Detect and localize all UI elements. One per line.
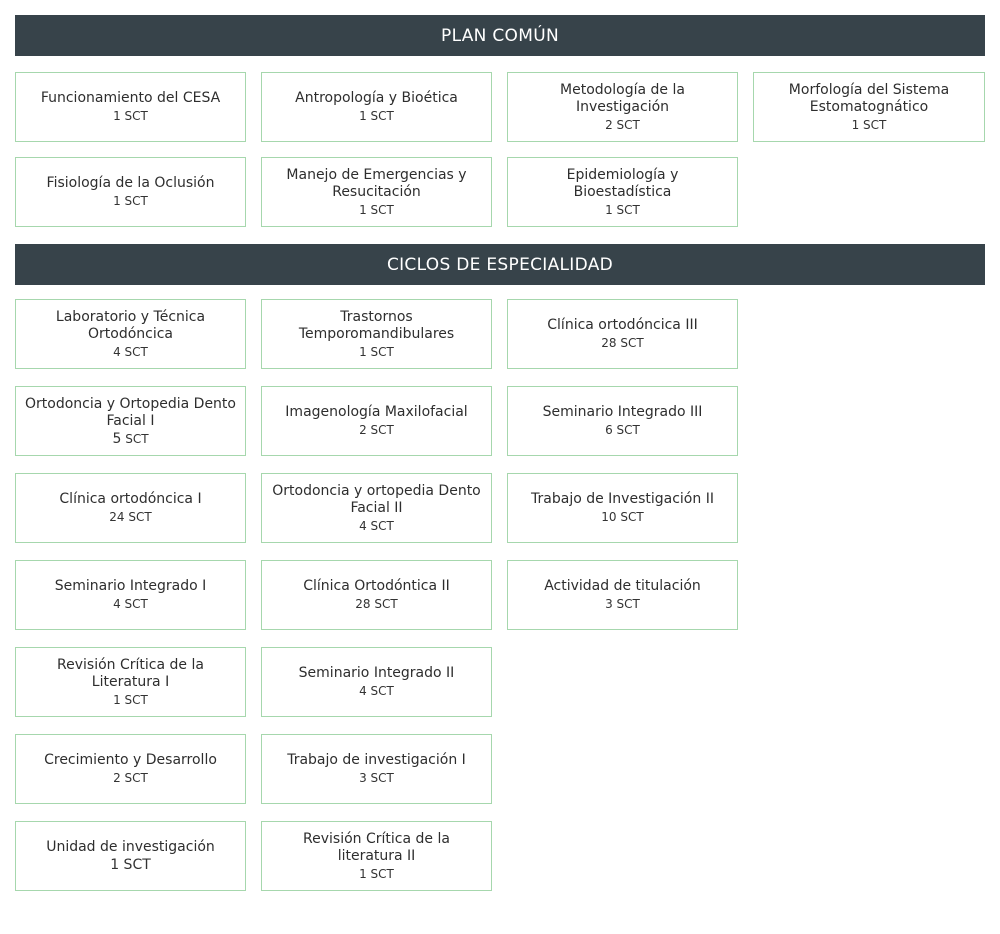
ciclos-especialidad-heading-label: CICLOS DE ESPECIALIDAD	[386, 254, 614, 275]
course-sct: 4 SCT	[113, 344, 148, 359]
course-sct: 1 SCT	[605, 202, 640, 217]
plan-comun-heading-label: PLAN COMÚN	[441, 25, 559, 46]
ciclos-grid	[15, 299, 985, 891]
course-card-clinica-ortodoncica-i[interactable]	[15, 473, 246, 543]
course-card-trabajo-investigacion-ii[interactable]	[507, 473, 738, 543]
course-card-fisiologia-oclusion[interactable]	[15, 157, 246, 227]
course-title: Revisión Crítica de la literatura II	[303, 830, 450, 864]
course-sct: 3 SCT	[605, 597, 640, 611]
course-card-ortodoncia-ortopedia-ii[interactable]	[261, 473, 492, 543]
course-card-trastornos-temporomandibulares[interactable]	[261, 299, 492, 369]
course-sct	[112, 431, 148, 447]
plan-comun-heading	[15, 15, 985, 56]
course-sct: 28 SCT	[355, 597, 398, 611]
course-sct: 3 SCT	[359, 771, 394, 785]
course-sct: 4 SCT	[113, 597, 148, 611]
course-title: Ortodoncia y ortopedia Dento Facial II	[272, 482, 481, 516]
empty-cell	[753, 473, 985, 543]
empty-cell	[507, 821, 738, 891]
course-sct: 24 SCT	[109, 510, 152, 524]
course-title: Trastornos Temporomandibulares	[298, 308, 455, 342]
empty-cell	[753, 647, 985, 717]
empty-cell	[753, 560, 985, 630]
course-title: Antropología y Bioética	[295, 90, 458, 106]
course-title: Clínica Ortodóntica II	[303, 578, 450, 594]
course-sct: 1 SCT	[110, 857, 151, 873]
course-sct: 1 SCT	[359, 202, 394, 217]
course-card-unidad-investigacion[interactable]	[15, 821, 246, 891]
course-sct: 2 SCT	[359, 423, 394, 437]
course-card-trabajo-investigacion-i[interactable]	[261, 734, 492, 804]
empty-cell	[507, 734, 738, 804]
course-sct: 1 SCT	[359, 109, 394, 123]
course-sct-unit: SCT	[121, 431, 149, 446]
course-sct: 1 SCT	[113, 194, 148, 208]
course-title: Morfología del Sistema Estomatognático	[788, 81, 950, 115]
course-card-clinica-ortodoncica-iii[interactable]	[507, 299, 738, 369]
empty-cell	[753, 386, 985, 456]
course-card-antropologia-bioetica[interactable]	[261, 72, 492, 142]
course-title: Epidemiología y Bioestadística	[566, 166, 679, 200]
course-card-funcionamiento-cesa[interactable]	[15, 72, 246, 142]
course-card-ortodoncia-ortopedia-i[interactable]	[15, 386, 246, 456]
course-title: Trabajo de Investigación II	[531, 491, 714, 507]
course-sct: 28 SCT	[601, 336, 644, 350]
course-title: Actividad de titulación	[544, 578, 701, 594]
course-title: Seminario Integrado II	[298, 665, 455, 681]
course-title: Revisión Crítica de la Literatura I	[57, 656, 204, 690]
course-card-actividad-titulacion[interactable]	[507, 560, 738, 630]
course-card-epidemiologia[interactable]	[507, 157, 738, 227]
course-card-crecimiento-desarrollo[interactable]	[15, 734, 246, 804]
course-title: Funcionamiento del CESA	[40, 90, 221, 106]
course-title: Fisiología de la Oclusión	[46, 175, 215, 191]
course-sct: 4 SCT	[359, 518, 394, 533]
course-card-laboratorio-tecnica[interactable]	[15, 299, 246, 369]
course-sct: 1 SCT	[113, 109, 148, 123]
course-sct: 2 SCT	[605, 117, 640, 132]
course-card-morfologia-sistema[interactable]	[753, 72, 985, 142]
course-card-revision-critica-ii[interactable]	[261, 821, 492, 891]
course-sct: 1 SCT	[359, 344, 394, 359]
course-title: Seminario Integrado I	[54, 578, 207, 594]
course-title: Laboratorio y Técnica Ortodóncica	[55, 308, 206, 342]
course-title: Unidad de investigación	[46, 839, 215, 855]
course-card-seminario-integrado-ii[interactable]	[261, 647, 492, 717]
empty-cell	[507, 647, 738, 717]
course-title: Seminario Integrado III	[542, 404, 703, 420]
course-title: Metodología de la Investigación	[560, 81, 685, 115]
course-title: Trabajo de investigación I	[287, 752, 466, 768]
course-card-clinica-ortodontica-ii[interactable]	[261, 560, 492, 630]
course-sct: 1 SCT	[113, 692, 148, 707]
course-sct: 4 SCT	[359, 684, 394, 698]
course-title: Manejo de Emergencias y Resucitación	[286, 166, 467, 200]
plan-comun-grid	[15, 72, 985, 227]
course-sct: 10 SCT	[601, 510, 644, 524]
course-title: Clínica ortodóncica I	[59, 491, 202, 507]
course-card-metodologia-investigacion[interactable]	[507, 72, 738, 142]
course-card-seminario-integrado-i[interactable]	[15, 560, 246, 630]
ciclos-especialidad-heading	[15, 244, 985, 285]
empty-cell	[753, 299, 985, 369]
course-title: Crecimiento y Desarrollo	[44, 752, 217, 768]
course-sct: 1 SCT	[359, 866, 394, 881]
course-title: Imagenología Maxilofacial	[285, 404, 468, 420]
course-title: Clínica ortodóncica III	[547, 317, 698, 333]
course-sct: 1 SCT	[851, 117, 887, 132]
course-title: Ortodoncia y Ortopedia Dento Facial I	[25, 395, 236, 429]
course-card-seminario-integrado-iii[interactable]	[507, 386, 738, 456]
course-card-revision-critica-i[interactable]	[15, 647, 246, 717]
course-sct: 6 SCT	[605, 423, 640, 437]
empty-cell	[753, 734, 985, 804]
empty-cell	[753, 821, 985, 891]
course-sct: 2 SCT	[113, 771, 148, 785]
course-card-manejo-emergencias[interactable]	[261, 157, 492, 227]
course-card-imagenologia-maxilofacial[interactable]	[261, 386, 492, 456]
course-sct-number: 5	[112, 430, 122, 447]
